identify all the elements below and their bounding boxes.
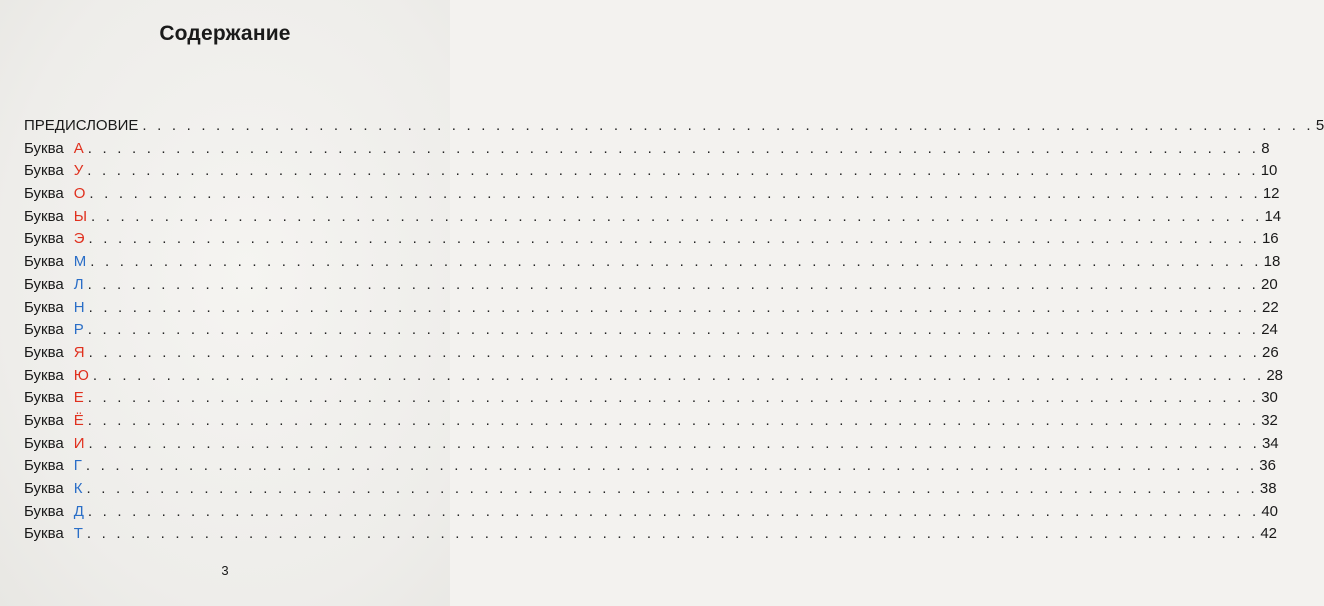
toc-entry bbox=[24, 342, 1279, 365]
dot-leader: . . . . . . . . . . . . . . . . . . . . . . . . . . . . . . . . . . . . . . . . . . . . . . . . . . . . . . . . . . . . . . . . . . . . . . . . . . . . . . . . bbox=[87, 275, 1260, 293]
toc-entry-title: Буква bbox=[24, 525, 64, 543]
toc-entry-page: 18 bbox=[1263, 253, 1281, 271]
toc-entry bbox=[24, 319, 1278, 342]
dot-leader: . . . . . . . . . . . . . . . . . . . . . . . . . . . . . . . . . . . . . . . . . . . . . . . . . . . . . . . . . . . . . . . . . . . . . . . . . . . . . . . . bbox=[88, 434, 1260, 452]
toc-entry-letter: Д bbox=[73, 502, 84, 520]
toc-entry bbox=[24, 410, 1278, 433]
dot-leader: . . . . . . . . . . . . . . . . . . . . . . . . . . . . . . . . . . . . . . . . . . . . . . . . . . . . . . . . . . . . . . . . . . . . . . . . . . . . . . . . bbox=[87, 162, 1259, 180]
toc-entry-letter: Ы bbox=[73, 207, 88, 225]
toc-entry-page: 34 bbox=[1261, 434, 1279, 452]
toc-entry-letter: И bbox=[73, 434, 85, 452]
toc-entry-title: Буква bbox=[24, 343, 64, 361]
toc-entry bbox=[24, 523, 1278, 546]
toc-entry-letter: Л bbox=[73, 275, 84, 293]
toc-entry-letter: Н bbox=[73, 298, 85, 316]
dot-leader: . . . . . . . . . . . . . . . . . . . . . . . . . . . . . . . . . . . . . . . . . . . . . . . . . . . . . . . . . . . . . . . . . . . . . . . . . . . . . . . . bbox=[88, 343, 1261, 361]
toc-entry-page: 20 bbox=[1261, 275, 1278, 293]
toc-entry bbox=[24, 274, 1278, 297]
dot-leader: . . . . . . . . . . . . . . . . . . . . . . . . . . . . . . . . . . . . . . . . . . . . . . . . . . . . . . . . . . . . . . . . . . . . . . . . . . . . . . . . bbox=[88, 230, 1260, 248]
toc-entry-letter: Е bbox=[73, 389, 84, 407]
toc-entry bbox=[24, 365, 1284, 388]
dot-leader: . . . . . . . . . . . . . . . . . . . . . . . . . . . . . . . . . . . . . . . . . . . . . . . . . . . . . . . . . . . . . . . . . . . . . . . . . . . . . . . . bbox=[87, 411, 1260, 429]
toc-entry bbox=[24, 138, 1270, 161]
toc-entry-page: 16 bbox=[1261, 230, 1279, 248]
toc-entry-letter: Э bbox=[73, 230, 85, 248]
toc-entry-title: Буква bbox=[24, 253, 64, 271]
dot-leader: . . . . . . . . . . . . . . . . . . . . . . . . . . . . . . . . . . . . . . . . . . . . . . . . . . . . . . . . . . . . . . . . . . . . . . . . . . . . . . . . bbox=[90, 253, 1262, 271]
toc-entry-title: Буква bbox=[24, 389, 64, 407]
toc-entry-letter: Т bbox=[73, 525, 83, 543]
toc-entry-title: Буква bbox=[24, 162, 64, 180]
toc-entry-page: 36 bbox=[1259, 457, 1276, 475]
toc-entry-title: Буква bbox=[24, 275, 64, 293]
toc-entry-title: Буква bbox=[24, 457, 64, 475]
toc-entry-letter: Р bbox=[73, 321, 84, 339]
toc-entry-title: Буква bbox=[24, 230, 64, 248]
dot-leader: . . . . . . . . . . . . . . . . . . . . . . . . . . . . . . . . . . . . . . . . . . . . . . . . . . . . . . . . . . . . . . . . . . . . . . . . . . . . . . . . bbox=[87, 321, 1260, 339]
toc-entry-title: Буква bbox=[24, 411, 64, 429]
toc-entry-title: Буква bbox=[24, 321, 64, 339]
toc-entry-page: 38 bbox=[1259, 480, 1277, 497]
toc-entry bbox=[24, 297, 1279, 320]
toc-entry-title: Буква bbox=[24, 502, 64, 520]
dot-leader: . . . . . . . . . . . . . . . . . . . . . . . . . . . . . . . . . . . . . . . . . . . . . . . . . . . . . . . . . . . . . . . . . . . . . . . . . . . . . . . . bbox=[92, 366, 1265, 384]
toc-entry-title: Буква bbox=[24, 480, 64, 497]
dot-leader: . . . . . . . . . . . . . . . . . . . . . . . . . . . . . . . . . . . . . . . . . . . . . . . . . . . . . . . . . . . . . . . . . . . . . . . . . . . . . . . . bbox=[142, 117, 1314, 134]
dot-leader: . . . . . . . . . . . . . . . . . . . . . . . . . . . . . . . . . . . . . . . . . . . . . . . . . . . . . . . . . . . . . . . . . . . . . . . . . . . . . . . . bbox=[89, 185, 1261, 203]
dot-leader: . . . . . . . . . . . . . . . . . . . . . . . . . . . . . . . . . . . . . . . . . . . . . . . . . . . . . . . . . . . . . . . . . . . . . . . . . . . . . . . . bbox=[88, 298, 1261, 316]
toc-entry-letter: У bbox=[73, 162, 84, 180]
dot-leader: . . . . . . . . . . . . . . . . . . . . . . . . . . . . . . . . . . . . . . . . . . . . . . . . . . . . . . . . . . . . . . . . . . . . . . . . . . . . . . . . bbox=[87, 502, 1260, 520]
toc-entry-page: 10 bbox=[1260, 162, 1278, 180]
toc-entry-title: Буква bbox=[24, 366, 64, 384]
toc-entry bbox=[24, 501, 1279, 524]
toc-entry-letter: А bbox=[73, 139, 84, 157]
toc-entry-title: Буква bbox=[24, 185, 64, 203]
toc-entry-page: 32 bbox=[1261, 411, 1278, 429]
toc-entry bbox=[24, 160, 1278, 183]
toc-entry-title: Буква bbox=[24, 207, 64, 225]
toc-entry-title: Буква bbox=[24, 298, 64, 316]
toc-entry-page: 40 bbox=[1261, 502, 1279, 520]
toc-entry-letter: О bbox=[73, 185, 86, 203]
toc-entry-page: 28 bbox=[1266, 366, 1284, 384]
toc-entry-page: 30 bbox=[1261, 389, 1278, 407]
toc-entry-page: 22 bbox=[1262, 298, 1279, 316]
toc-entry-letter: Ю bbox=[73, 366, 89, 384]
toc-entry-page: 12 bbox=[1262, 185, 1280, 203]
dot-leader: . . . . . . . . . . . . . . . . . . . . . . . . . . . . . . . . . . . . . . . . . . . . . . . . . . . . . . . . . . . . . . . . . . . . . . . . . . . . . . . . bbox=[86, 480, 1258, 497]
dot-leader: . . . . . . . . . . . . . . . . . . . . . . . . . . . . . . . . . . . . . . . . . . . . . . . . . . . . . . . . . . . . . . . . . . . . . . . . . . . . . . . . bbox=[91, 207, 1263, 225]
dot-leader: . . . . . . . . . . . . . . . . . . . . . . . . . . . . . . . . . . . . . . . . . . . . . . . . . . . . . . . . . . . . . . . . . . . . . . . . . . . . . . . . bbox=[85, 457, 1258, 475]
toc-entry bbox=[24, 433, 1279, 456]
toc-entry-title: Буква bbox=[24, 139, 64, 157]
toc-entry-letter: Г bbox=[73, 457, 82, 475]
dot-leader: . . . . . . . . . . . . . . . . . . . . . . . . . . . . . . . . . . . . . . . . . . . . . . . . . . . . . . . . . . . . . . . . . . . . . . . . . . . . . . . . bbox=[87, 389, 1260, 407]
toc-entry bbox=[24, 206, 1282, 229]
toc-entry-page: 5 bbox=[1315, 117, 1324, 134]
toc-entry bbox=[24, 455, 1276, 478]
dot-leader: . . . . . . . . . . . . . . . . . . . . . . . . . . . . . . . . . . . . . . . . . . . . . . . . . . . . . . . . . . . . . . . . . . . . . . . . . . . . . . . . bbox=[87, 139, 1260, 157]
toc-entry bbox=[24, 228, 1279, 251]
page-title: Содержание bbox=[159, 22, 291, 45]
table-of-contents bbox=[24, 115, 1324, 546]
toc-entry-title: Буква bbox=[24, 434, 64, 452]
toc-entry-page: 24 bbox=[1261, 321, 1278, 339]
toc-entry-page: 42 bbox=[1260, 525, 1278, 543]
toc-entry-title: ПРЕДИСЛОВИЕ bbox=[24, 117, 139, 134]
page-number: 3 bbox=[221, 563, 229, 578]
toc-entry bbox=[24, 387, 1278, 410]
toc-entry-page: 26 bbox=[1262, 343, 1279, 361]
toc-entry-letter: Я bbox=[73, 343, 85, 361]
dot-leader: . . . . . . . . . . . . . . . . . . . . . . . . . . . . . . . . . . . . . . . . . . . . . . . . . . . . . . . . . . . . . . . . . . . . . . . . . . . . . . . . bbox=[86, 525, 1259, 543]
toc-entry-letter: М bbox=[73, 253, 87, 271]
toc-entry bbox=[24, 183, 1280, 206]
toc-entry bbox=[24, 115, 1324, 138]
toc-entry bbox=[24, 251, 1281, 274]
toc-entry-page: 14 bbox=[1264, 207, 1282, 225]
toc-entry-letter: К bbox=[73, 480, 83, 497]
toc-entry-page: 8 bbox=[1261, 139, 1270, 157]
toc-entry bbox=[24, 478, 1277, 501]
toc-entry-letter: Ё bbox=[73, 411, 84, 429]
